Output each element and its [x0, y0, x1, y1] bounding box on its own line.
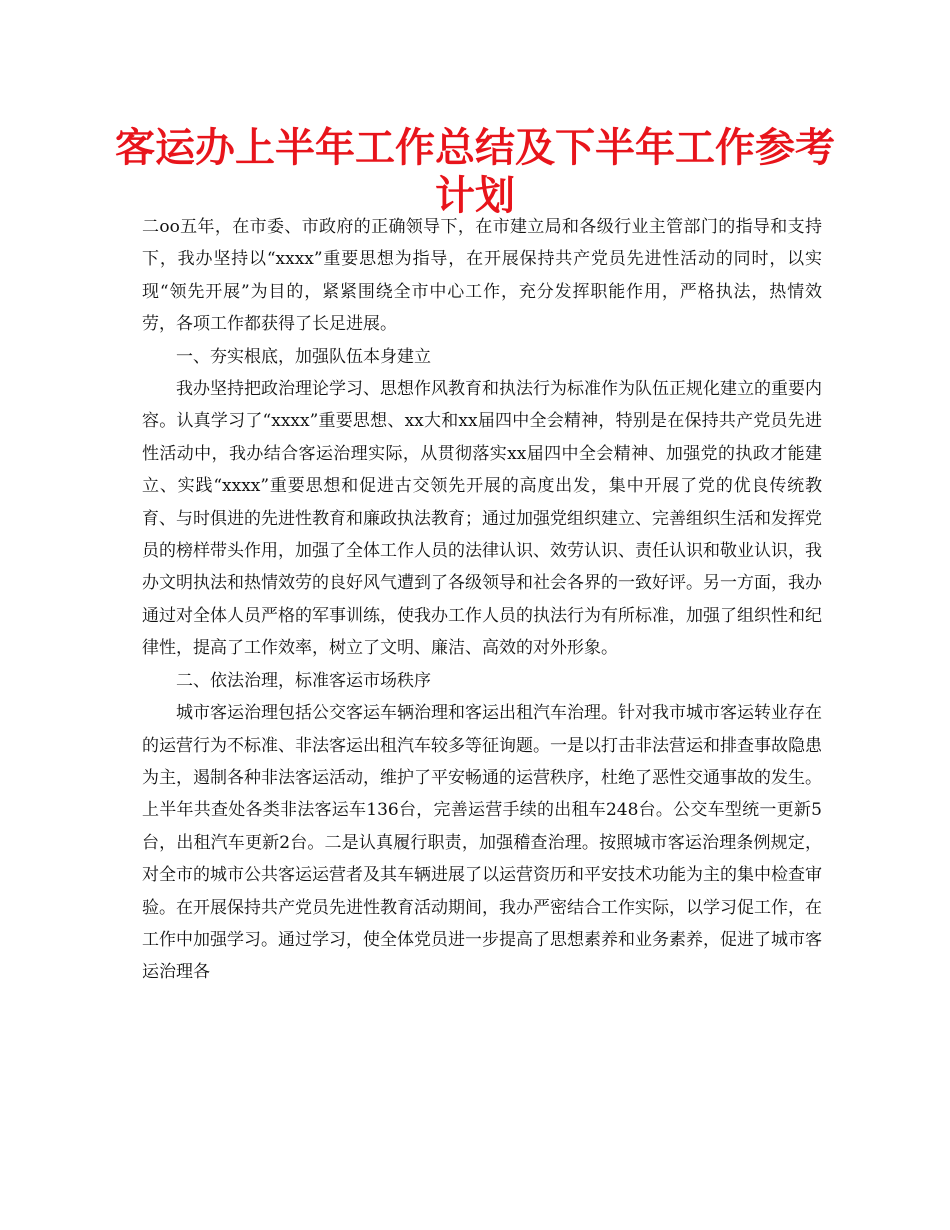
section-heading-2: 二、依法治理，标准客运市场秩序 — [176, 670, 431, 691]
document-body — [142, 211, 822, 989]
document-title-line-2: 计划 — [435, 173, 515, 219]
document-title-line-1: 客运办上半年工作总结及下半年工作参考 — [115, 125, 835, 171]
section-heading-1: 一、夯实根底，加强队伍本身建立 — [176, 346, 431, 367]
paragraph-section-1: 我办坚持把政治理论学习、思想作风教育和执法行为标准作为队伍正规化建立的重要内容。认真学习了“xxxx”重要思想、xx大和xx届四中全会精神，特别是在保持共产党员先进性活动中，我办结合客运治理实际，从贯彻落实xx届四中全会精神、加强党的执政才能建立、实践“xxxx”重要思想和促进古交领先开展的高度出发，集中开展了党的优良传统教育、与时俱进的先进性教育和廉政执法教育；通过加强党组织建立、完善组织生活和发挥党员的榜样带头作用，加强了全体工作人员的法律认识、效劳认识、责任认识和敬业认识，我办文明执法和热情效劳的良好风气遭到了各级领导和社会各界的一致好评。另一方面，我办通过对全体人员严格的军事训练，使我办工作人员的执法行为有所标准，加强了组织性和纪律性，提高了工作效率，树立了文明、廉洁、高效的对外形象。 — [142, 379, 822, 659]
paragraph-section-2: 城市客运治理包括公交客运车辆治理和客运出租汽车治理。针对我市城市客运转业存在的运营行为不标准、非法客运出租汽车较多等征询题。一是以打击非法营运和排查事故隐患为主，遏制各种非法客运活动，维护了平安畅通的运营秩序，杜绝了恶性交通事故的发生。上半年共查处各类非法客运车136台，完善运营手续的出租车248台。公交车型统一更新5台，出租汽车更新2台。二是认真履行职责，加强稽查治理。按照城市客运治理条例规定，对全市的城市公共客运运营者及其车辆进展了以运营资历和平安技术功能为主的集中检查审验。在开展保持共产党员先进性教育活动期间，我办严密结合工作实际，以学习促工作，在工作中加强学习。通过学习，使全体党员进一步提高了思想素养和业务素养，促进了城市客运治理各 — [142, 703, 822, 983]
paragraph-intro: 二oo五年，在市委、市政府的正确领导下，在市建立局和各级行业主管部门的指导和支持下，我办坚持以“xxxx”重要思想为指导，在开展保持共产党员先进性活动的同时，以实现“领先开展”为目的，紧紧围绕全市中心工作，充分发挥职能作用，严格执法，热情效劳，各项工作都获得了长足进展。 — [142, 217, 822, 335]
